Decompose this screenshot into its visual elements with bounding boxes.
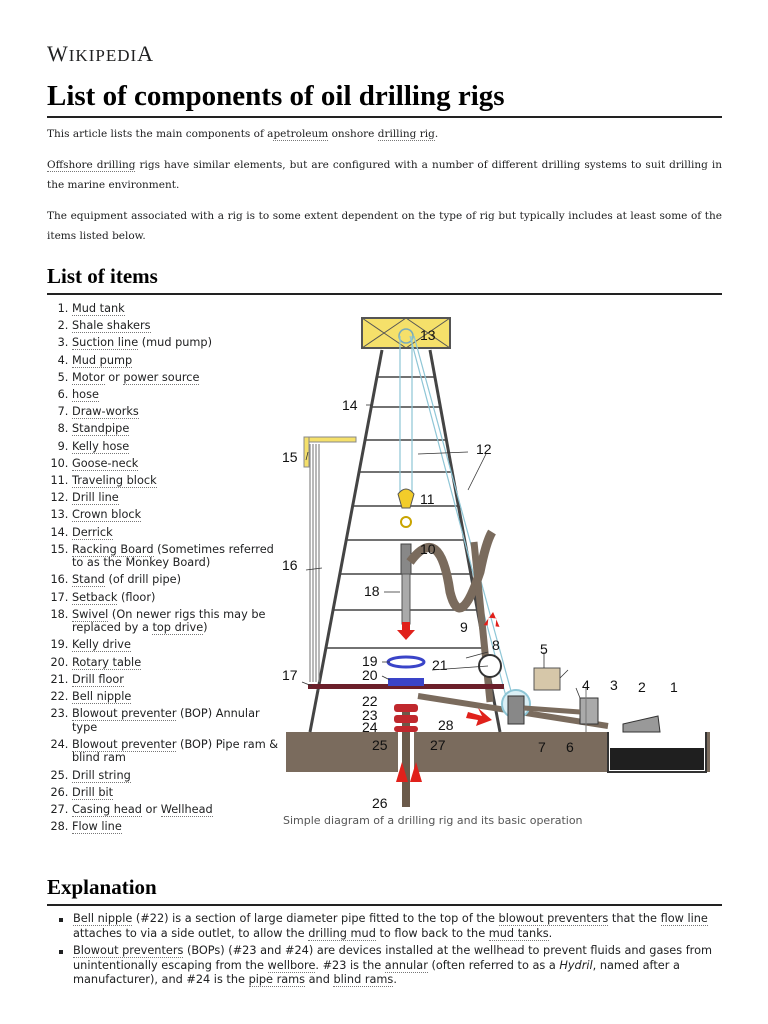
- diagram-label-25: 25: [372, 737, 388, 753]
- expl-text: . #23 is the: [315, 958, 385, 972]
- diagram-label-27: 27: [430, 737, 446, 753]
- list-item: [72, 336, 287, 349]
- link-drilling-rig[interactable]: drilling rig: [377, 128, 435, 140]
- bop-annular: [394, 704, 418, 712]
- intro-text: rigs have similar elements, but are configured with a number of different drilling systems to suit drilling in the marine environment.: [47, 159, 722, 191]
- mud-in-tank: [610, 748, 704, 770]
- shale-shaker: [623, 716, 660, 732]
- mud-pump-body: [508, 696, 524, 724]
- diagram-label-1: 1: [670, 679, 678, 695]
- item-link[interactable]: Blowout preventer: [72, 707, 177, 721]
- list-item: [72, 319, 287, 332]
- diagram-label-2: 2: [638, 679, 646, 695]
- expl-text: to flow back to the: [375, 926, 489, 940]
- diagram-label-17: 17: [282, 667, 298, 683]
- intro-paragraph-1: [47, 124, 722, 144]
- explanation-item-bell-nipple: [73, 912, 753, 941]
- diagram-label-13: 13: [420, 327, 436, 343]
- diagram-label-7: 7: [538, 739, 546, 755]
- diagram-label-11: 11: [420, 491, 435, 507]
- page-title: List of components of oil drilling rigs: [47, 79, 722, 118]
- intro-text: onshore: [328, 128, 378, 140]
- diagram-label-20: 20: [362, 667, 378, 683]
- list-item: [72, 371, 287, 384]
- diagram-label-21: 21: [432, 657, 448, 673]
- expl-text: .: [393, 973, 397, 986]
- item-link[interactable]: Drill floor: [72, 672, 124, 686]
- list-item: [72, 474, 287, 487]
- diagram-label-23: 23: [362, 707, 378, 723]
- item-text: (of drill pipe): [104, 573, 181, 587]
- list-item: [72, 656, 287, 669]
- wikipedia-wordmark[interactable]: [47, 41, 154, 67]
- list-item: [72, 738, 287, 765]
- item-link[interactable]: Kelly drive: [72, 638, 131, 652]
- expl-text: .: [548, 926, 553, 940]
- mud-pump: [580, 698, 598, 724]
- list-item: [72, 543, 287, 570]
- item-link[interactable]: Swivel: [72, 607, 109, 621]
- item-text: (mud pump): [138, 336, 213, 350]
- items-list: [47, 302, 287, 837]
- list-item: [72, 608, 287, 635]
- diagram-label-28: 28: [438, 717, 454, 733]
- link-bell-nipple[interactable]: Bell nipple: [73, 912, 133, 925]
- list-item: [72, 769, 287, 782]
- diagram-label-22: 22: [362, 693, 378, 709]
- list-item: [72, 457, 287, 470]
- item-text: or: [104, 370, 124, 384]
- rotary-table: [388, 678, 424, 686]
- item-link[interactable]: Flow line: [72, 820, 122, 834]
- diagram-label-10: 10: [420, 541, 436, 557]
- item-link[interactable]: hose: [72, 388, 99, 402]
- expl-text: (often referred to as a: [427, 958, 560, 972]
- kelly: [402, 574, 410, 624]
- section-heading-list: List of items: [47, 264, 722, 295]
- expl-text: (BOPs) (#23 and #24) are devices installed at the wellhead to prevent fluids and gases from unintentionally escaping from the: [73, 944, 712, 972]
- draw-works: [479, 655, 501, 677]
- explanation-item-bop: [73, 944, 753, 988]
- item-link[interactable]: Drill string: [72, 768, 131, 782]
- intro-paragraph-3: The equipment associated with a rig is to some extent dependent on the type of rig but typically includes at least some of the items listed below.: [47, 210, 722, 242]
- link-blind-rams[interactable]: blind rams: [333, 973, 394, 986]
- list-item: [72, 388, 287, 401]
- item-link[interactable]: Crown block: [72, 508, 142, 522]
- item-link[interactable]: Bell nipple: [72, 690, 132, 704]
- item-link[interactable]: Derrick: [72, 525, 113, 539]
- list-item: [72, 405, 287, 418]
- item-link[interactable]: Rotary table: [72, 655, 142, 669]
- bop-ram: [394, 726, 418, 732]
- expl-text: and: [305, 973, 334, 986]
- item-link[interactable]: Mud tank: [72, 302, 125, 315]
- diagram-label-6: 6: [566, 739, 574, 755]
- list-item: [72, 302, 287, 315]
- list-item: [72, 803, 287, 816]
- list-item: [72, 786, 287, 799]
- expl-text: , named after a manufacturer), and #24 is the: [73, 958, 680, 986]
- wordmark-first-letter: W: [47, 41, 69, 66]
- stands: [310, 444, 319, 682]
- list-item: [72, 820, 287, 833]
- item-text: (On newer rigs this may be replaced by a: [72, 607, 266, 635]
- list-item: [72, 573, 287, 586]
- diagram-label-4: 4: [582, 677, 590, 693]
- list-item: [72, 690, 287, 703]
- diagram-label-5: 5: [540, 641, 548, 657]
- list-item: [72, 440, 287, 453]
- intro-text: This article lists the main components of a: [47, 128, 274, 140]
- explanation-list: [47, 912, 753, 991]
- item-link[interactable]: Kelly hose: [72, 439, 130, 453]
- hook: [401, 517, 411, 527]
- link-wellbore[interactable]: wellbore: [267, 958, 316, 972]
- section-heading-explanation: Explanation: [47, 875, 722, 906]
- item-link[interactable]: Shale shakers: [72, 319, 151, 333]
- diagram-label-12: 12: [476, 441, 492, 457]
- intro-text: .: [434, 128, 439, 140]
- racking-board: [304, 437, 356, 442]
- item-link[interactable]: Motor: [72, 370, 105, 384]
- drilling-rig-diagram: [278, 312, 718, 812]
- item-link[interactable]: Racking Board: [72, 542, 154, 556]
- list-item: [72, 491, 287, 504]
- diagram-label-14: 14: [342, 397, 358, 413]
- diagram-label-16: 16: [282, 557, 298, 573]
- wordmark-small-caps: IKIPEDI: [68, 46, 138, 65]
- diagram-label-26: 26: [372, 795, 388, 811]
- bop-ram: [394, 715, 418, 723]
- list-item: [72, 707, 287, 734]
- item-link[interactable]: top drive: [152, 621, 204, 635]
- item-link[interactable]: Casing head: [72, 802, 142, 816]
- item-text: (Sometimes referred to as the Monkey Board): [72, 542, 274, 570]
- intro-paragraph-2: [47, 155, 722, 195]
- link-mud-tanks[interactable]: mud tanks: [488, 926, 549, 940]
- diagram-caption: Simple diagram of a drilling rig and its basic operation: [283, 814, 583, 827]
- diagram-label-3: 3: [610, 677, 618, 693]
- list-item: [72, 422, 287, 435]
- item-text: (BOP) Annular type: [72, 707, 260, 734]
- item-link[interactable]: Setback: [72, 590, 118, 604]
- item-link[interactable]: Blowout preventer: [72, 737, 177, 751]
- item-link[interactable]: Traveling block: [72, 474, 157, 488]
- link-flow-line[interactable]: flow line: [660, 912, 708, 925]
- link-blowout-preventers[interactable]: blowout preventers: [498, 912, 609, 925]
- item-text: (floor): [117, 590, 156, 604]
- link-annular[interactable]: annular: [384, 958, 428, 972]
- traveling-block: [398, 489, 414, 508]
- diagram-label-24: 24: [362, 719, 378, 735]
- item-text: ): [203, 621, 208, 635]
- kelly-drive: [388, 657, 424, 667]
- link-pipe-rams[interactable]: pipe rams: [248, 973, 306, 986]
- item-link[interactable]: power source: [123, 370, 200, 384]
- diagram-label-9: 9: [460, 619, 468, 635]
- item-link[interactable]: Standpipe: [72, 422, 130, 436]
- list-item: [72, 354, 287, 367]
- hydril-emphasis: Hydril: [559, 958, 593, 972]
- list-item: [72, 591, 287, 604]
- expl-text: (#22) is a section of large diameter pipe fitted to the top of the: [132, 912, 499, 925]
- item-link[interactable]: Goose-neck: [72, 456, 139, 470]
- list-item: [72, 638, 287, 651]
- list-item: [72, 526, 287, 539]
- item-link[interactable]: Drill line: [72, 491, 119, 505]
- wordmark-last-letter: A: [137, 41, 155, 66]
- link-drilling-mud[interactable]: drilling mud: [308, 926, 376, 940]
- item-link[interactable]: Wellhead: [160, 802, 213, 816]
- item-link[interactable]: Draw-works: [72, 405, 139, 419]
- item-link[interactable]: Mud pump: [72, 353, 133, 367]
- link-offshore-drilling[interactable]: Offshore drilling: [47, 159, 136, 171]
- expl-text: attaches to via a side outlet, to allow the: [73, 926, 309, 940]
- diagram-label-15: 15: [282, 449, 298, 465]
- diagram-label-8: 8: [492, 637, 500, 653]
- list-item: [72, 508, 287, 521]
- link-petroleum[interactable]: petroleum: [273, 128, 329, 140]
- item-text: or: [141, 802, 161, 816]
- motor: [534, 668, 560, 690]
- diagram-label-19: 19: [362, 653, 378, 669]
- item-link[interactable]: Drill bit: [72, 785, 114, 799]
- link-blowout-preventers-2[interactable]: Blowout preventers: [73, 944, 184, 957]
- expl-text: that the: [608, 912, 661, 925]
- list-item: [72, 673, 287, 686]
- diagram-label-18: 18: [364, 583, 380, 599]
- item-text: (BOP) Pipe ram & blind ram: [72, 737, 279, 765]
- item-link[interactable]: Stand: [72, 573, 105, 587]
- item-link[interactable]: Suction line: [72, 336, 139, 350]
